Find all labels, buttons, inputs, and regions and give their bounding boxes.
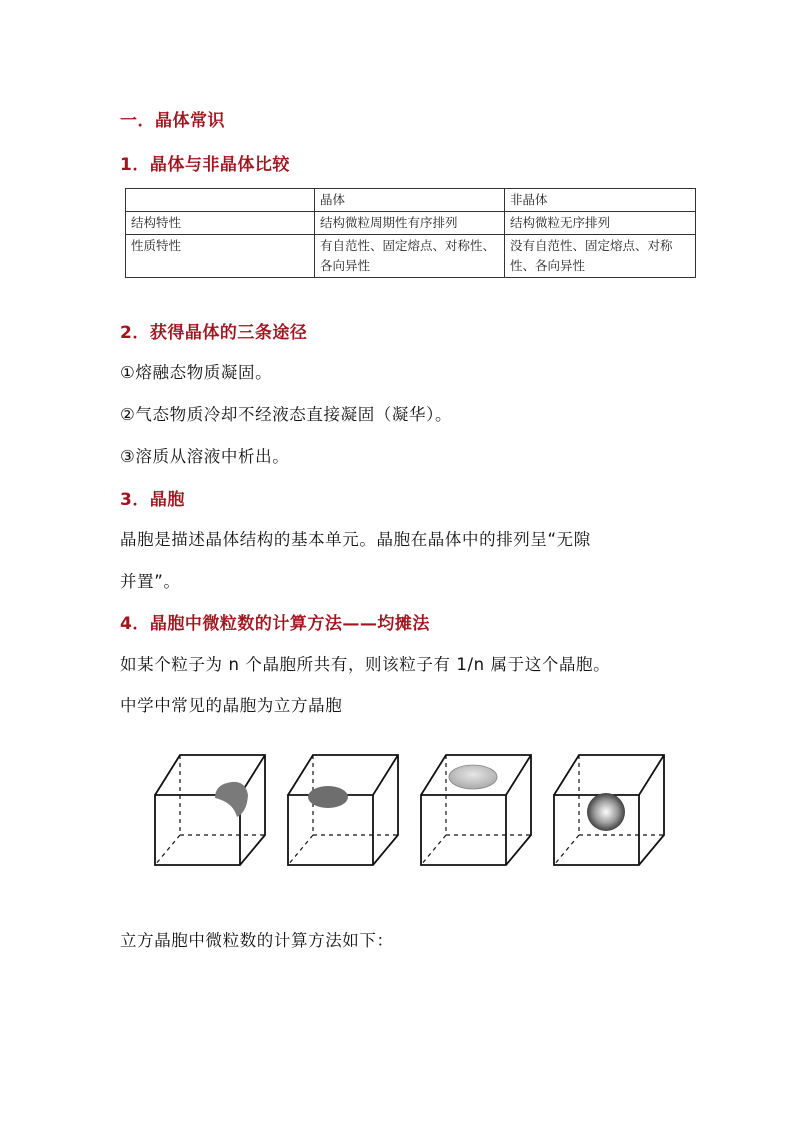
table-header-cell: 晶体: [315, 189, 505, 212]
cube-face: [421, 755, 531, 865]
cube-edge: [288, 755, 398, 865]
s4-line1: 如某个粒子为 n 个晶胞所共有，则该粒子有 1/n 属于这个晶胞。: [120, 655, 611, 674]
table-cell: 结构微粒无序排列: [505, 212, 696, 235]
s2-heading: 2．获得晶体的三条途径: [120, 323, 308, 343]
table-cell: 没有自范性、固定熔点、对称性、各向异性: [505, 235, 696, 278]
s4-line2: 中学中常见的晶胞为立方晶胞: [120, 696, 343, 715]
s3-text-line1: 晶胞是描述晶体结构的基本单元。晶胞在晶体中的排列呈“无隙: [120, 530, 591, 549]
cube-corner: [155, 755, 265, 865]
table-cell: 性质特性: [126, 235, 315, 278]
s1-heading: 1．晶体与非晶体比较: [120, 155, 290, 175]
table-row: [126, 212, 696, 235]
unit-cell-figure: [150, 750, 670, 870]
s4-line3: 立方晶胞中微粒数的计算方法如下：: [120, 931, 394, 950]
section-title: 一．晶体常识: [120, 111, 225, 131]
table-cell: 结构特性: [126, 212, 315, 235]
corner-particle: [215, 782, 248, 817]
s2-item-1: ①熔融态物质凝固。: [120, 363, 273, 382]
body-particle: [587, 793, 625, 831]
face-particle: [449, 765, 497, 789]
table-header-row: [126, 189, 696, 212]
s4-heading: 4．晶胞中微粒数的计算方法——均摊法: [120, 614, 430, 634]
table-row: [126, 235, 696, 278]
edge-particle: [308, 786, 348, 808]
s3-text-line2: 并置”。: [120, 572, 181, 591]
cube-body: [554, 755, 664, 865]
s2-item-3: ③溶质从溶液中析出。: [120, 447, 290, 466]
table-header-cell: 非晶体: [505, 189, 696, 212]
table-header-cell: [126, 189, 315, 212]
table-cell: 结构微粒周期性有序排列: [315, 212, 505, 235]
table-cell: 有自范性、固定熔点、对称性、各向异性: [315, 235, 505, 278]
s3-heading: 3．晶胞: [120, 490, 185, 510]
s2-item-2: ②气态物质冷却不经液态直接凝固（凝华）。: [120, 405, 453, 424]
comparison-table: [125, 188, 696, 278]
